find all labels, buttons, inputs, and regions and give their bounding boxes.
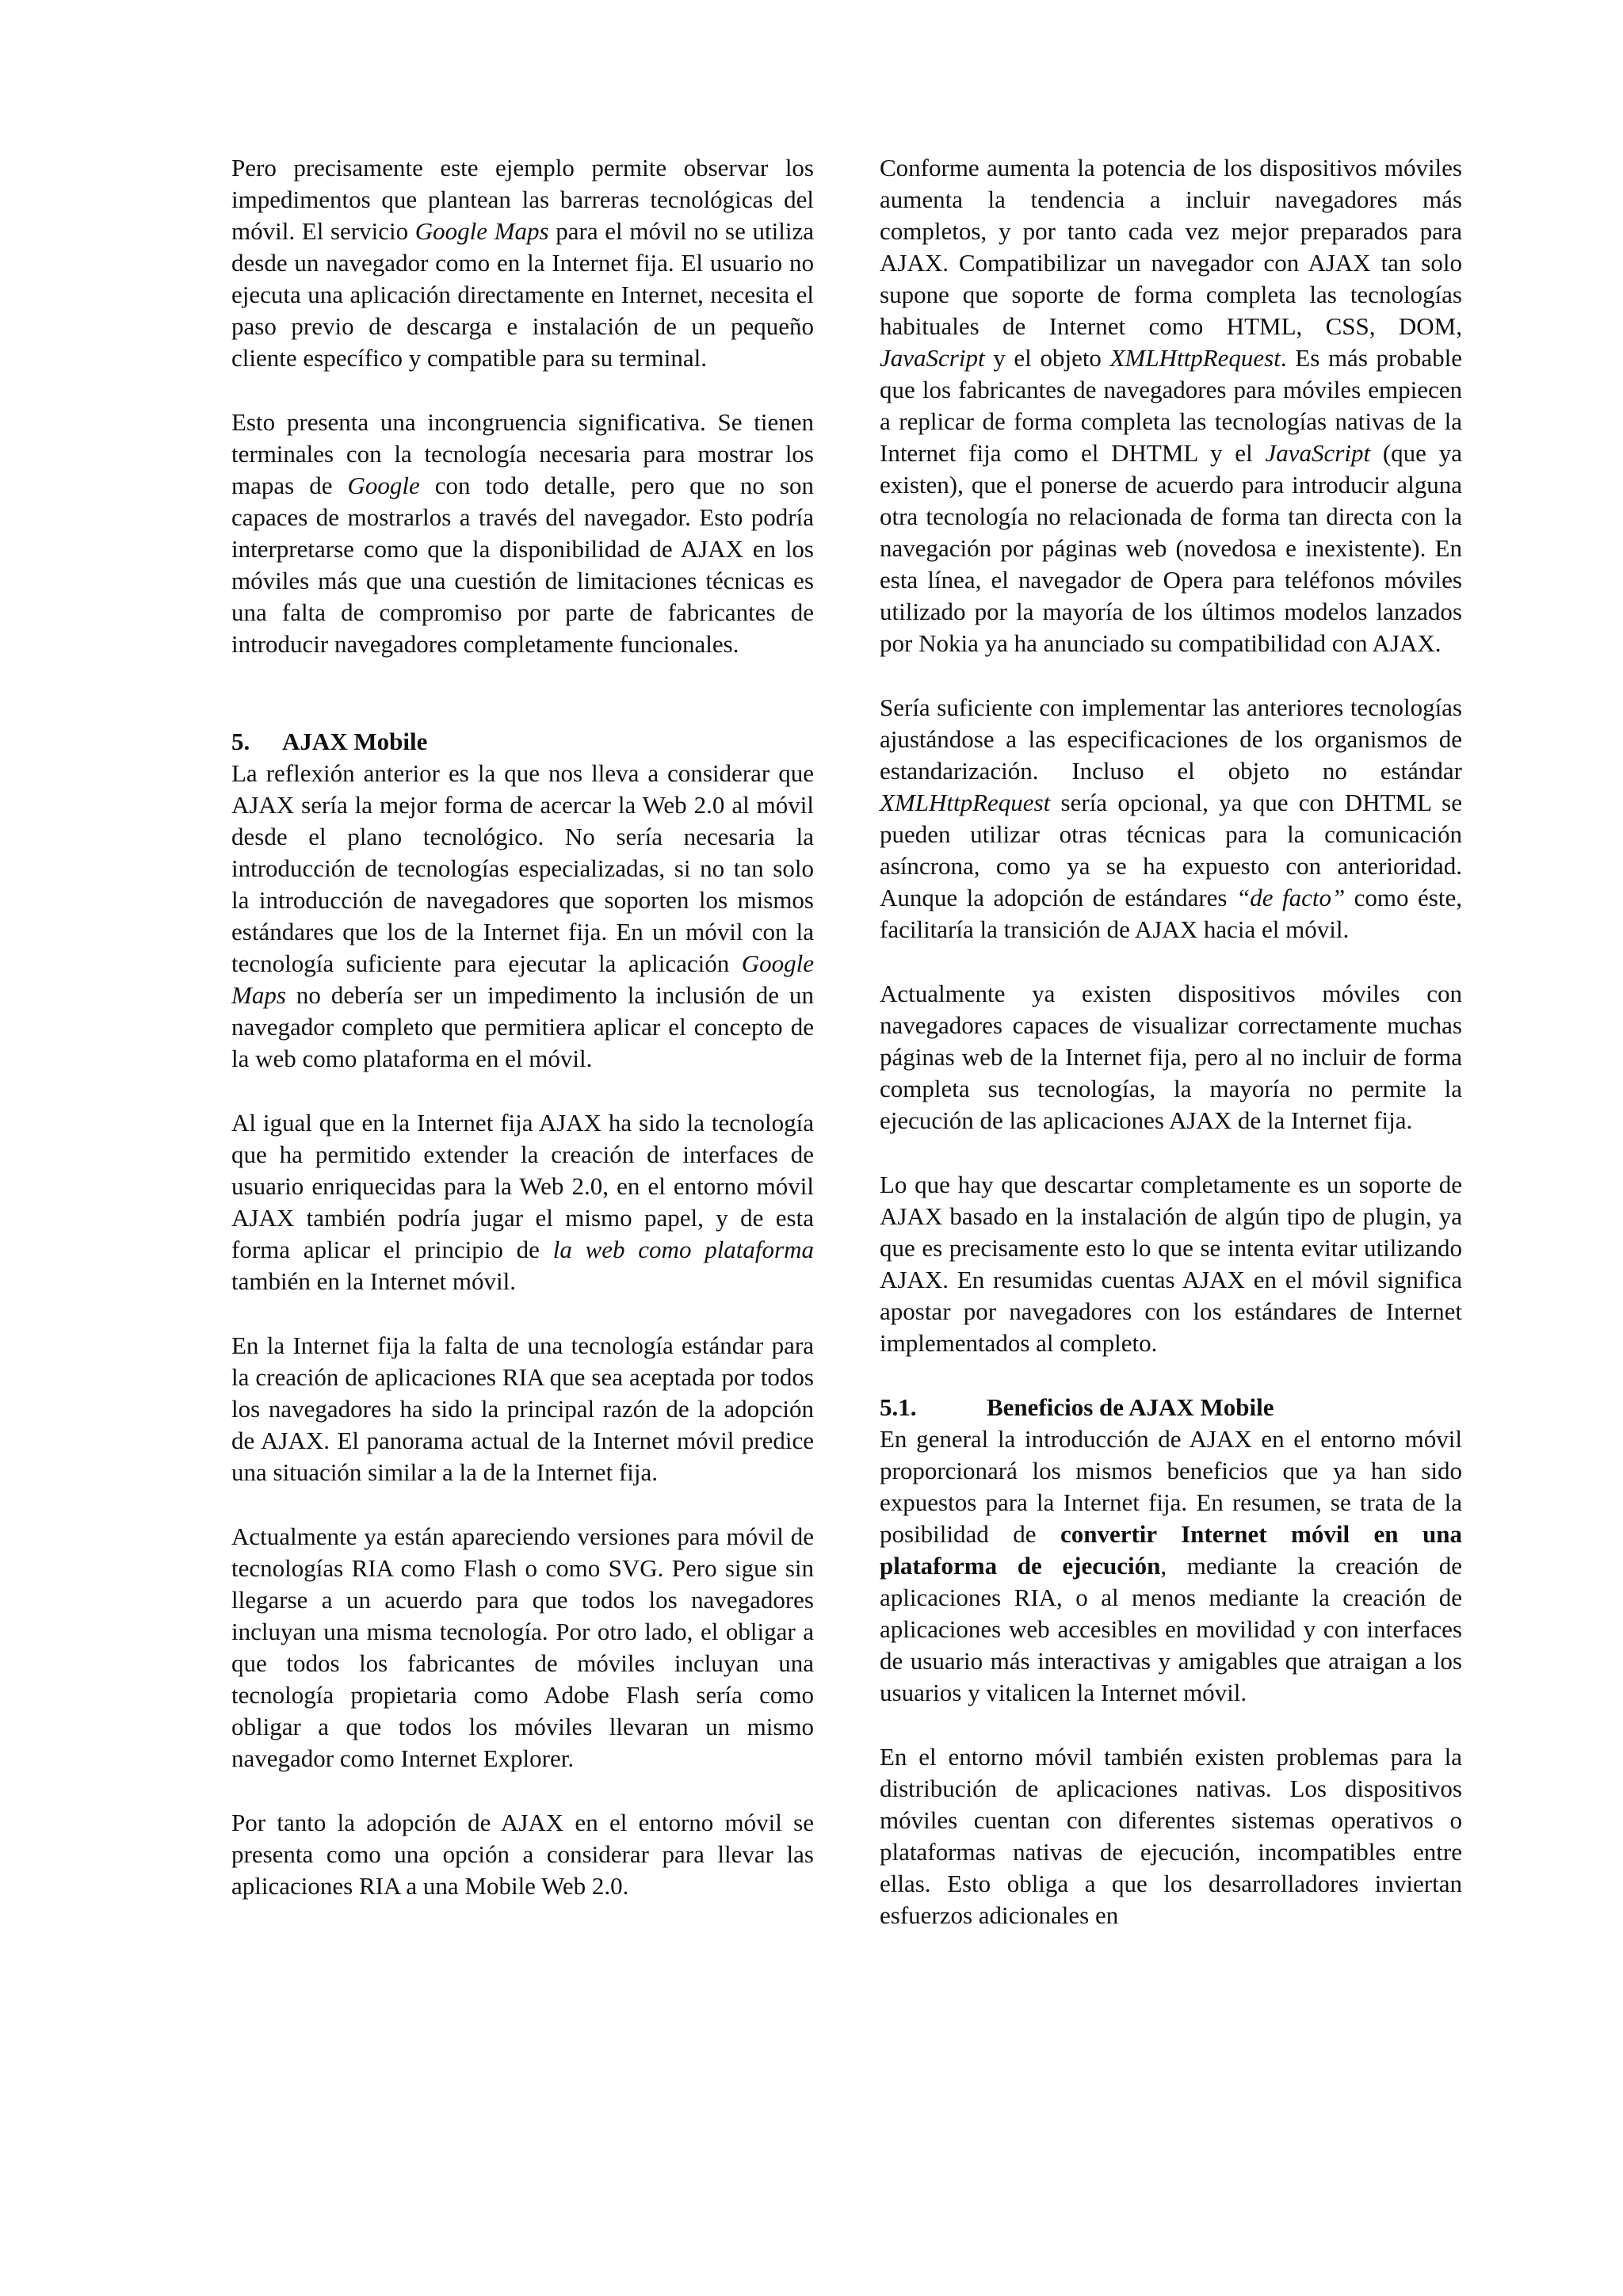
paragraph: Esto presenta una incongruencia significativa. Se tienen terminales con la tecnología necesaria para mostrar los mapas de Google con todo detalle, pero que no son capaces de mostrarlos a través del navegador. Esto podría interpretarse como que la disponibilidad de AJAX en los móviles más que una cuestión de limitaciones técnicas es una falta de compromiso por parte de fabricantes de introducir navegadores completamente funcionales.: [231, 408, 814, 658]
emphasis: Google Maps: [414, 217, 549, 245]
paragraph: Por tanto la adopción de AJAX en el entorno móvil se presenta como una opción a considerar para llevar las aplicaciones RIA a una Mobile Web 2.0.: [231, 1809, 814, 1900]
emphasis: “de facto”: [1235, 884, 1346, 911]
paragraph: Al igual que en la Internet fija AJAX ha sido la tecnología que ha permitido extender la creación de interfaces de usuario enriquecidas para la Web 2.0, en el entorno móvil AJAX también podría jugar el mismo papel, y de esta forma aplicar el principio de la web como plataforma también en la Internet móvil.: [231, 1109, 814, 1295]
section-spacer: [231, 693, 814, 726]
subsection-heading: [880, 1392, 1462, 1423]
paragraph: La reflexión anterior es la que nos lleva a considerar que AJAX sería la mejor forma de acercar la Web 2.0 al móvil desde el plano tecnológico. No sería necesaria la introducción de tecnologías especializadas, si no tan solo la introducción de navegadores que soporten los mismos estándares que los de la Internet fija. En un móvil con la tecnología suficiente para ejecutar la aplicación Google Maps no debería ser un impedimento la inclusión de un navegador completo que permitiera aplicar el concepto de la web como plataforma en el móvil.: [231, 759, 814, 1072]
right-column: [880, 152, 1462, 1931]
subsection-number: 5.1.: [880, 1393, 917, 1421]
section-title: AJAX Mobile: [282, 728, 428, 755]
subsection-title: Beneficios de AJAX Mobile: [987, 1393, 1274, 1421]
paragraph: Actualmente ya existen dispositivos móviles con navegadores capaces de visualizar correctamente muchas páginas web de la Internet fija, pero al no incluir de forma completa sus tecnologías, la mayoría no permite la ejecución de las aplicaciones AJAX de la Internet fija.: [880, 980, 1462, 1134]
emphasis: XMLHttpRequest: [880, 789, 1051, 816]
paragraph: En general la introducción de AJAX en el entorno móvil proporcionará los mismos beneficios que ya han sido expuestos para la Internet fija. En resumen, se trata de la posibilidad de convertir Internet móvil en una plataforma de ejecución, mediante la creación de aplicaciones RIA, o al menos mediante la creación de aplicaciones web accesibles en movilidad y con interfaces de usuario más interactivas y amigables que atraigan a los usuarios y vitalicen la Internet móvil.: [880, 1425, 1462, 1706]
emphasis: la web como plataforma: [552, 1236, 814, 1263]
emphasis: JavaScript: [1265, 439, 1371, 467]
section-number: 5.: [231, 728, 250, 755]
paragraph: Sería suficiente con implementar las anteriores tecnologías ajustándose a las especificaciones de los organismos de estandarización. Incluso el objeto no estándar XMLHttpRequest sería opcional, ya que con DHTML se pueden utilizar otras técnicas para la comunicación asíncrona, como ya se ha expuesto con anterioridad. Aunque la adopción de estándares “de facto” como éste, facilitaría la transición de AJAX hacia el móvil.: [880, 693, 1462, 943]
paragraph: Pero precisamente este ejemplo permite observar los impedimentos que plantean las barreras tecnológicas del móvil. El servicio Google Maps para el móvil no se utiliza desde un navegador como en la Internet fija. El usuario no ejecuta una aplicación directamente en Internet, necesita el paso previo de descarga e instalación de un pequeño cliente específico y compatible para su terminal.: [231, 154, 814, 372]
paragraph: En el entorno móvil también existen problemas para la distribución de aplicaciones nativas. Los dispositivos móviles cuentan con diferentes sistemas operativos o plataformas nativas de ejecución, incompatibles entre ellas. Esto obliga a que los desarrolladores inviertan esfuerzos adicionales en: [880, 1743, 1462, 1929]
emphasis: Google: [347, 472, 420, 499]
section-heading: [231, 726, 814, 758]
bold-text: convertir Internet móvil en una plataforma de ejecución: [880, 1520, 1462, 1580]
emphasis: Google Maps: [231, 949, 814, 1009]
paragraph: Lo que hay que descartar completamente es un soporte de AJAX basado en la instalación de algún tipo de plugin, ya que es precisamente esto lo que se intenta evitar utilizando AJAX. En resumidas cuentas AJAX en el móvil significa apostar por navegadores con los estándares de Internet implementados al completo.: [880, 1171, 1462, 1357]
emphasis: XMLHttpRequest: [1109, 344, 1281, 372]
emphasis: JavaScript: [880, 344, 985, 372]
paragraph: Conforme aumenta la potencia de los dispositivos móviles aumenta la tendencia a incluir navegadores más completos, y por tanto cada vez mejor preparados para AJAX. Compatibilizar un navegador con AJAX tan solo supone que soporte de forma completa las tecnologías habituales de Internet como HTML, CSS, DOM, JavaScript y el objeto XMLHttpRequest. Es más probable que los fabricantes de navegadores para móviles empiecen a replicar de forma completa las tecnologías nativas de la Internet fija como el DHTML y el JavaScript (que ya existen), que el ponerse de acuerdo para introducir alguna otra tecnología no relacionada de forma tan directa con la navegación por páginas web (novedosa e inexistente). En esta línea, el navegador de Opera para teléfonos móviles utilizado por la mayoría de los últimos modelos lanzados por Nokia ya ha anunciado su compatibilidad con AJAX.: [880, 154, 1463, 657]
left-column: [231, 152, 814, 1902]
paragraph: Actualmente ya están apareciendo versiones para móvil de tecnologías RIA como Flash o como SVG. Pero sigue sin llegarse a un acuerdo para que todos los navegadores incluyan una misma tecnología. Por otro lado, el obligar a que todos los fabricantes de móviles incluyan una tecnología propietaria como Adobe Flash sería como obligar a que todos los móviles llevaran un mismo navegador como Internet Explorer.: [231, 1522, 814, 1772]
paragraph: En la Internet fija la falta de una tecnología estándar para la creación de aplicaciones RIA que sea aceptada por todos los navegadores ha sido la principal razón de la adopción de AJAX. El panorama actual de la Internet móvil predice una situación similar a la de la Internet fija.: [231, 1331, 814, 1486]
